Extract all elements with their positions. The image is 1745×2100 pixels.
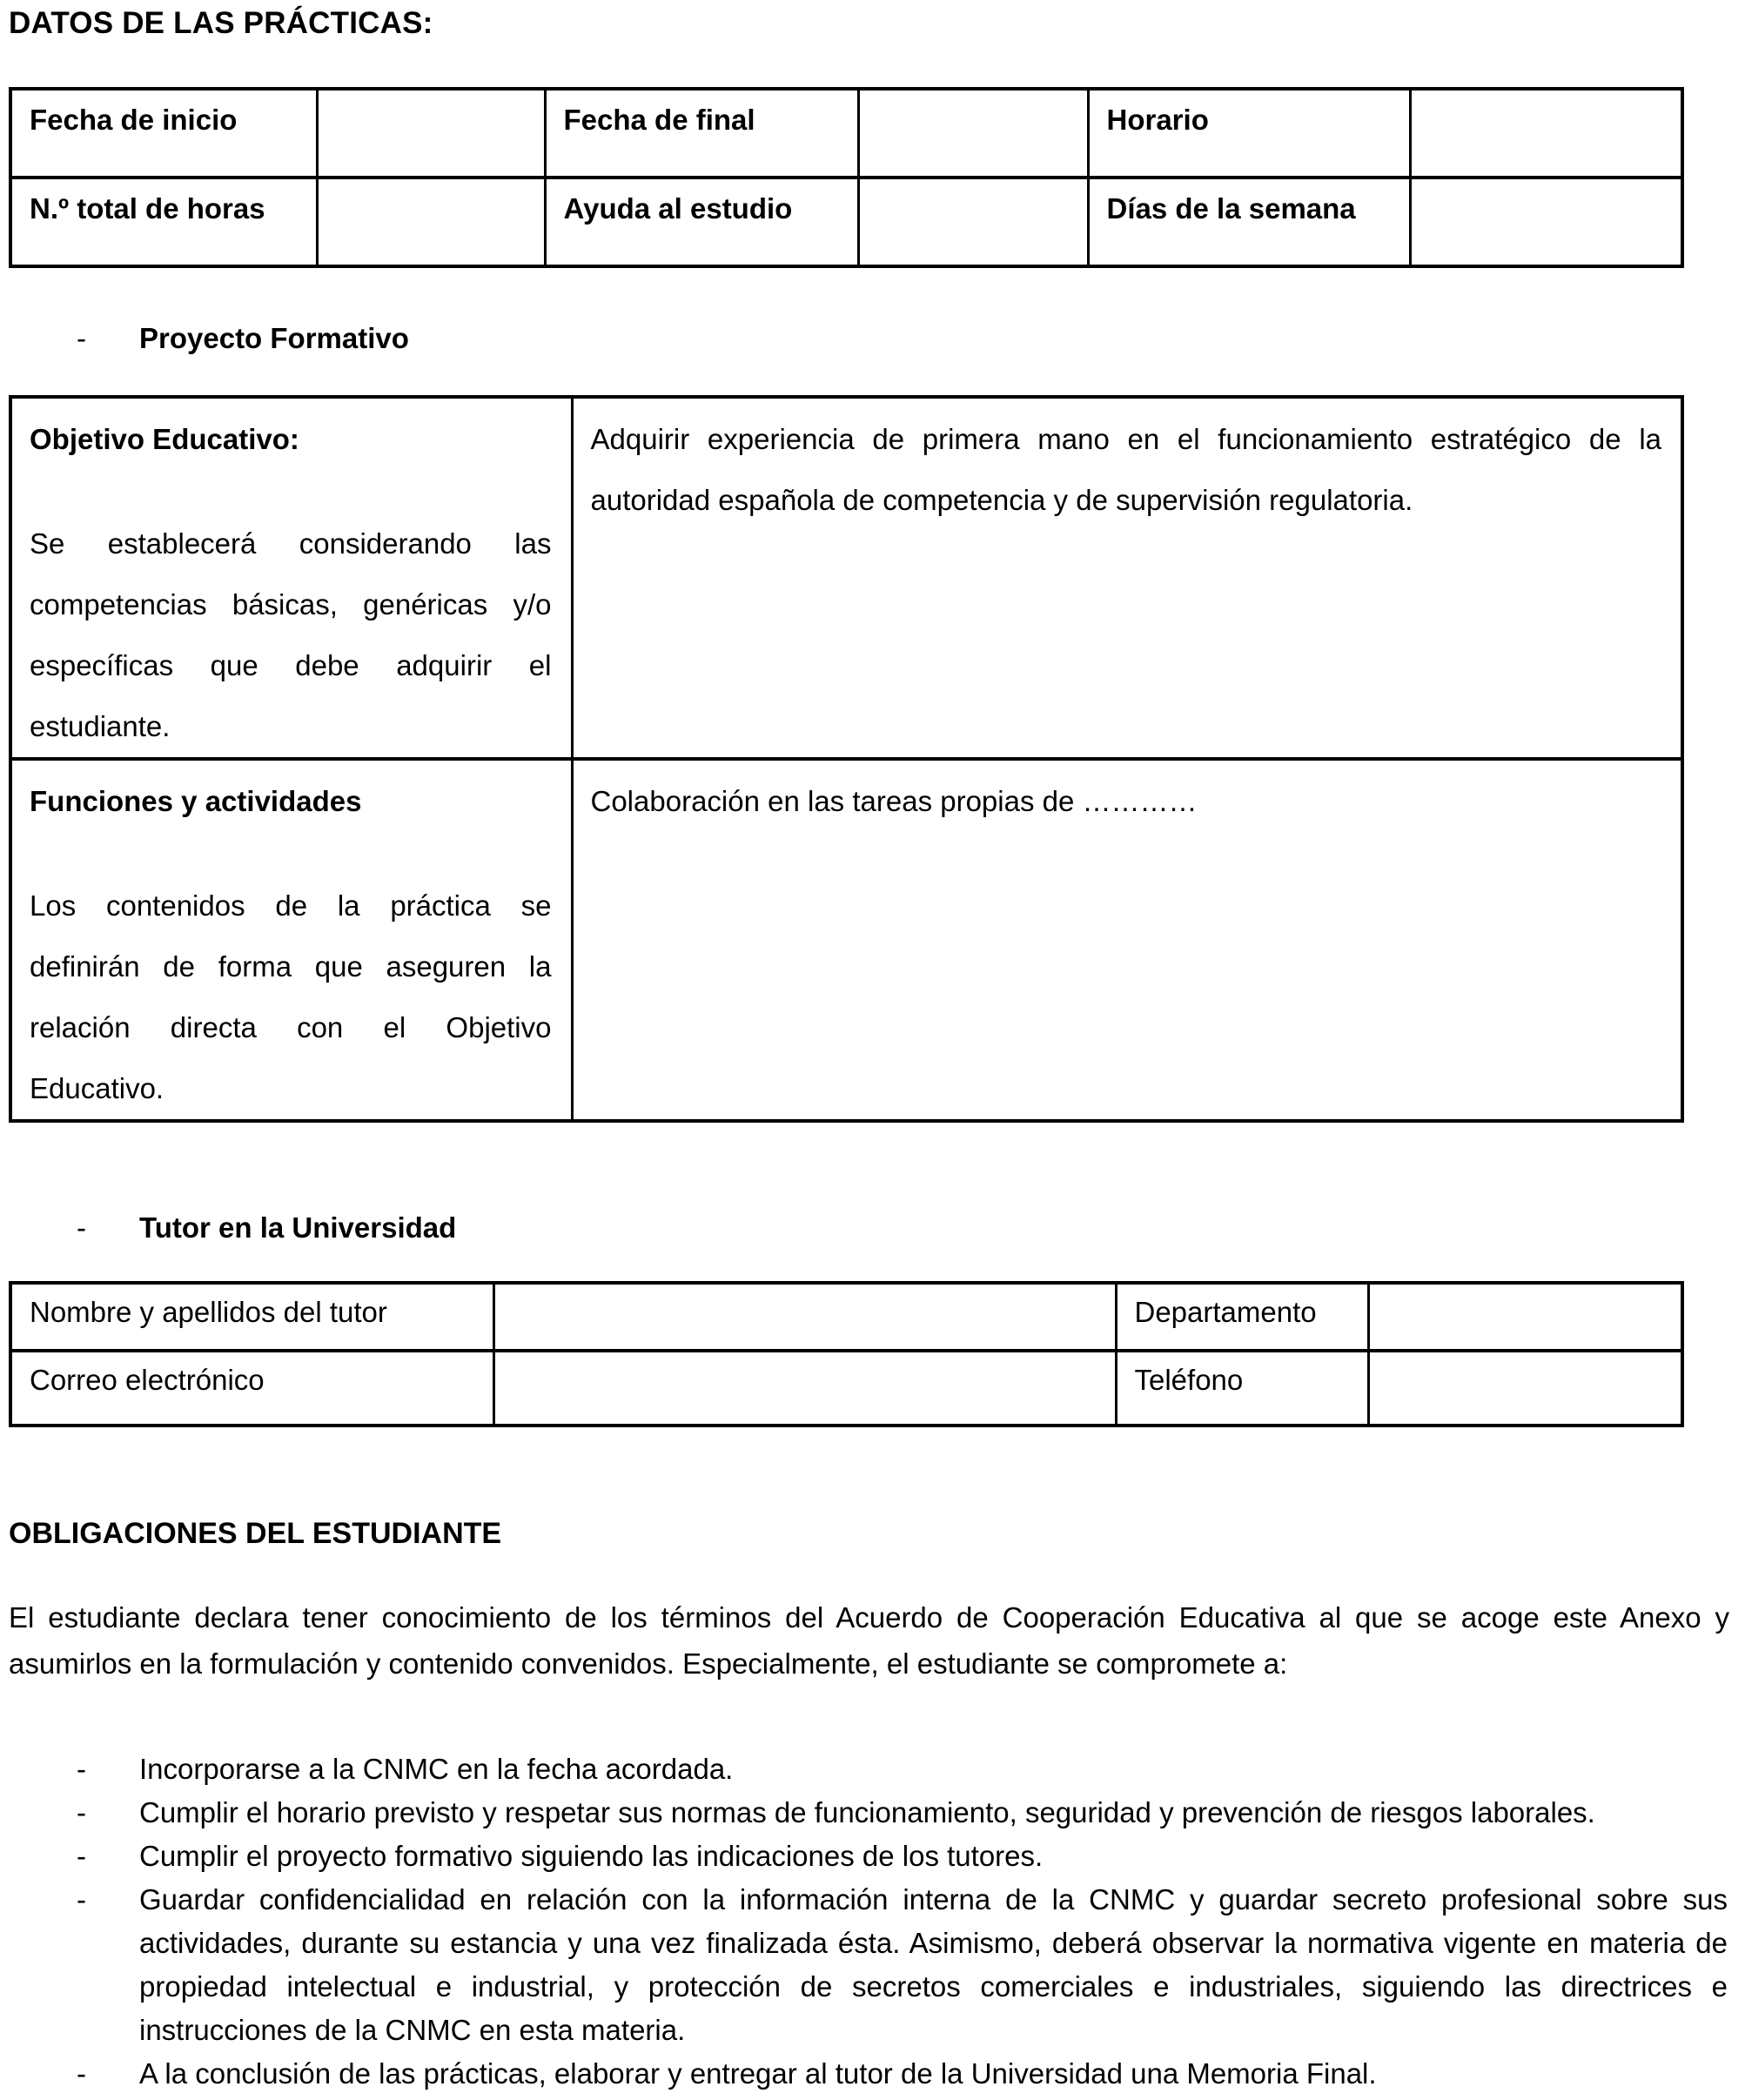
dash-marker: - xyxy=(77,1796,86,1828)
obligation-text: A la conclusión de las prácticas, elaborar y entregar al tutor de la Universidad una Memoria Final. xyxy=(139,2057,1377,2090)
section-proyecto-formativo xyxy=(9,317,1731,360)
funciones-actividades-description: Los contenidos de la práctica se definirán de forma que aseguren la relación directa con el Objetivo Educativo. xyxy=(30,889,552,1104)
obligation-text: Guardar confidencialidad en relación con la información interna de la CNMC y guardar secreto profesional sobre sus actividades, durante su estancia y una vez finalizada ésta. Asimismo, deberá observar la normativa vigente en materia de propiedad intelectual e industrial, y protección de secretos comerciales e industriales, siguiendo las directrices e instrucciones de la CNMC en esta materia. xyxy=(139,1883,1728,2046)
obligation-item xyxy=(9,1878,1731,2052)
section-proyecto-formativo-label: Proyecto Formativo xyxy=(139,322,409,354)
field-nombre-tutor[interactable] xyxy=(493,1283,1116,1351)
dash-marker: - xyxy=(77,1840,86,1872)
obligation-item xyxy=(9,2052,1731,2096)
section-tutor-universidad-label: Tutor en la Universidad xyxy=(139,1211,457,1244)
obligation-item xyxy=(9,1835,1731,1878)
field-departamento[interactable] xyxy=(1368,1283,1682,1351)
objetivo-educativo-description: Se establecerá considerando las competencias básicas, genéricas y/o específicas que debe adquirir el estudiante. xyxy=(30,527,552,742)
objetivo-educativo-value-cell[interactable] xyxy=(572,397,1682,759)
dash-marker: - xyxy=(77,2057,86,2090)
label-nombre-tutor: Nombre y apellidos del tutor xyxy=(10,1283,493,1351)
funciones-actividades-label: Funciones y actividades xyxy=(30,785,362,817)
objetivo-educativo-cell xyxy=(10,397,572,759)
field-correo-electronico[interactable] xyxy=(493,1351,1116,1426)
section-tutor-universidad xyxy=(9,1206,1731,1250)
label-telefono: Teléfono xyxy=(1116,1351,1368,1426)
proyecto-formativo-table xyxy=(9,395,1684,1123)
label-dias-semana: Días de la semana xyxy=(1088,178,1410,266)
obligations-heading: OBLIGACIONES DEL ESTUDIANTE xyxy=(9,1517,502,1550)
field-fecha-final[interactable] xyxy=(858,89,1088,178)
label-ayuda-estudio: Ayuda al estudio xyxy=(545,178,858,266)
obligation-item xyxy=(9,1791,1731,1835)
funciones-actividades-value-cell[interactable] xyxy=(572,759,1682,1121)
table-row xyxy=(10,89,1682,178)
tutor-table xyxy=(9,1281,1684,1427)
practicas-table xyxy=(9,87,1684,268)
label-correo-electronico: Correo electrónico xyxy=(10,1351,493,1426)
obligation-text: Cumplir el horario previsto y respetar sus normas de funcionamiento, seguridad y prevención de riesgos laborales. xyxy=(139,1796,1595,1828)
obligation-text: Incorporarse a la CNMC en la fecha acordada. xyxy=(139,1753,734,1785)
field-ayuda-estudio[interactable] xyxy=(858,178,1088,266)
funciones-actividades-cell xyxy=(10,759,572,1121)
obligations-list xyxy=(9,1748,1731,2096)
table-row xyxy=(10,1351,1682,1426)
page-title: DATOS DE LAS PRÁCTICAS: xyxy=(9,6,433,40)
field-horario[interactable] xyxy=(1410,89,1682,178)
label-total-horas: N.º total de horas xyxy=(10,178,317,266)
table-row xyxy=(10,759,1682,1121)
label-fecha-final: Fecha de final xyxy=(545,89,858,178)
obligation-text: Cumplir el proyecto formativo siguiendo las indicaciones de los tutores. xyxy=(139,1840,1044,1872)
dash-marker: - xyxy=(77,1883,86,1915)
funciones-actividades-value: Colaboración en las tareas propias de ………… xyxy=(590,785,1198,817)
label-departamento: Departamento xyxy=(1116,1283,1368,1351)
field-telefono[interactable] xyxy=(1368,1351,1682,1426)
field-dias-semana[interactable] xyxy=(1410,178,1682,266)
table-row xyxy=(10,397,1682,759)
field-fecha-inicio[interactable] xyxy=(317,89,545,178)
dash-marker: - xyxy=(77,1753,86,1785)
objetivo-educativo-value: Adquirir experiencia de primera mano en el funcionamiento estratégico de la autoridad española de competencia y de supervisión regulatoria. xyxy=(590,423,1661,516)
table-row xyxy=(10,178,1682,266)
objetivo-educativo-label: Objetivo Educativo: xyxy=(30,423,299,455)
table-row xyxy=(10,1283,1682,1351)
field-total-horas[interactable] xyxy=(317,178,545,266)
obligations-intro: El estudiante declara tener conocimiento de los términos del Acuerdo de Cooperación Educativa al que se acoge este Anexo y asumirlos en la formulación y contenido convenidos. Especialmente, el estudiante se compromete a: xyxy=(9,1601,1729,1680)
label-fecha-inicio: Fecha de inicio xyxy=(10,89,317,178)
label-horario: Horario xyxy=(1088,89,1410,178)
dash-marker: - xyxy=(77,1211,86,1244)
obligation-item xyxy=(9,1748,1731,1791)
dash-marker: - xyxy=(77,322,86,354)
